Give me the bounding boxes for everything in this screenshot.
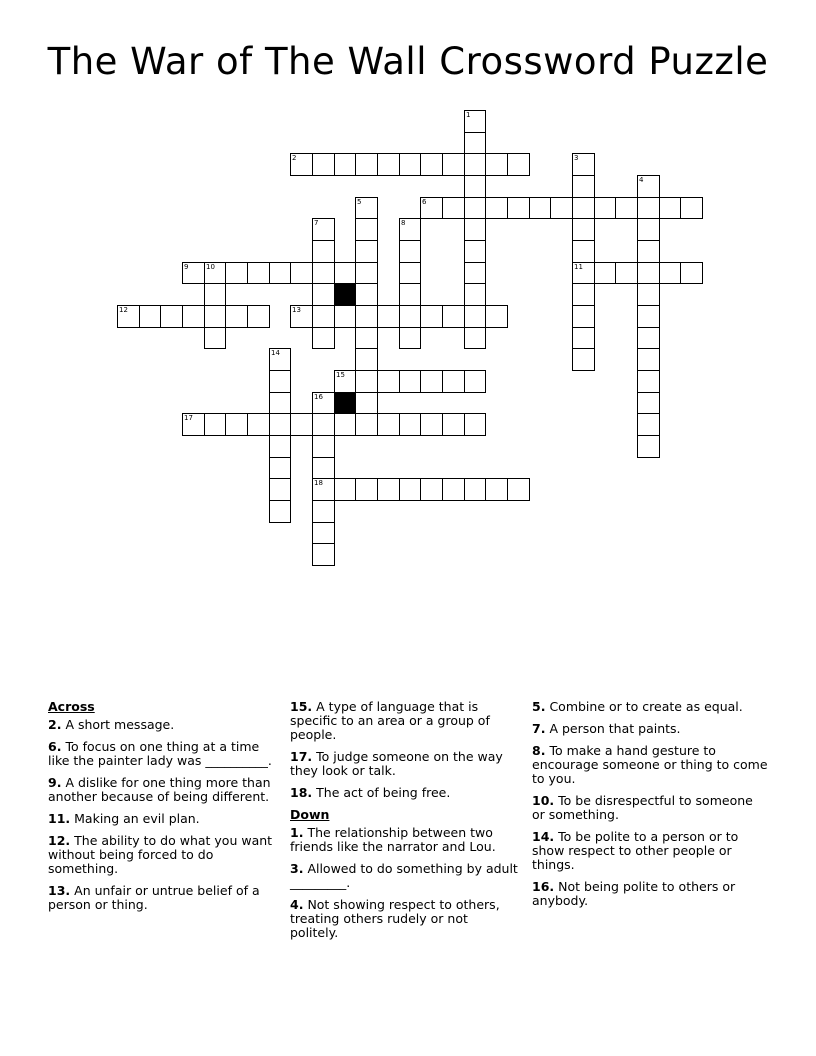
- grid-cell[interactable]: [139, 305, 161, 328]
- grid-cell[interactable]: [572, 348, 595, 371]
- grid-cell[interactable]: [312, 305, 335, 328]
- grid-cell[interactable]: [464, 218, 486, 241]
- grid-cell[interactable]: [312, 435, 335, 458]
- grid-cell[interactable]: [334, 370, 356, 393]
- cell-number: 13: [292, 306, 301, 314]
- grid-cell[interactable]: [377, 370, 400, 393]
- across-heading: Across: [48, 699, 95, 714]
- grid-cell[interactable]: [334, 305, 356, 328]
- grid-cell[interactable]: [420, 413, 443, 436]
- grid-cell[interactable]: [637, 413, 660, 436]
- grid-cell[interactable]: [399, 327, 421, 349]
- grid-cell[interactable]: [464, 327, 486, 349]
- grid-cell[interactable]: [355, 153, 378, 176]
- clue-down-1: 1. The relationship between two friends like the narrator and Lou.: [290, 825, 496, 854]
- grid-cell[interactable]: [399, 413, 421, 436]
- grid-cell[interactable]: [355, 327, 378, 349]
- grid-cell[interactable]: [637, 435, 660, 458]
- black-cell: [334, 283, 356, 306]
- cell-number: 12: [119, 306, 128, 314]
- grid-cell[interactable]: [312, 457, 335, 479]
- grid-cell[interactable]: [225, 413, 248, 436]
- grid-cell[interactable]: [377, 413, 400, 436]
- grid-cell[interactable]: [399, 283, 421, 306]
- grid-cell[interactable]: [312, 543, 335, 566]
- grid-cell[interactable]: [572, 240, 595, 263]
- grid-cell[interactable]: [355, 305, 378, 328]
- grid-cell[interactable]: [485, 197, 508, 219]
- grid-cell[interactable]: [355, 370, 378, 393]
- grid-cell[interactable]: [464, 413, 486, 436]
- cell-number: 5: [357, 198, 362, 206]
- grid-cell[interactable]: [399, 262, 421, 284]
- cell-number: 3: [574, 154, 579, 162]
- clue-across-13: 13. An unfair or untrue belief of a person or thing.: [48, 883, 260, 912]
- grid-cell[interactable]: [182, 305, 205, 328]
- black-cell: [334, 392, 356, 414]
- grid-cell[interactable]: [269, 500, 291, 523]
- grid-cell[interactable]: [290, 413, 313, 436]
- grid-cell[interactable]: [637, 175, 660, 198]
- grid-cell[interactable]: [312, 500, 335, 523]
- cell-number: 1: [466, 111, 471, 119]
- grid-cell[interactable]: [312, 522, 335, 544]
- grid-cell[interactable]: [269, 262, 291, 284]
- grid-cell[interactable]: [399, 478, 421, 501]
- grid-cell[interactable]: [442, 413, 465, 436]
- grid-cell[interactable]: [204, 327, 226, 349]
- grid-cell[interactable]: [399, 240, 421, 263]
- grid-cell[interactable]: [160, 305, 183, 328]
- grid-cell[interactable]: [334, 262, 356, 284]
- grid-cell[interactable]: [485, 478, 508, 501]
- grid-cell[interactable]: [355, 478, 378, 501]
- grid-cell[interactable]: [637, 240, 660, 263]
- cell-number: 14: [271, 349, 280, 357]
- cell-number: 11: [574, 263, 583, 271]
- grid-cell[interactable]: [182, 262, 205, 284]
- grid-cell[interactable]: [464, 262, 486, 284]
- grid-cell[interactable]: [225, 262, 248, 284]
- grid-cell[interactable]: [312, 413, 335, 436]
- grid-cell[interactable]: [464, 370, 486, 393]
- grid-cell[interactable]: [269, 413, 291, 436]
- clues-column-2: [290, 700, 518, 948]
- clue-across-9: 9. A dislike for one thing more than another because of being different.: [48, 775, 271, 804]
- grid-cell[interactable]: [659, 197, 681, 219]
- grid-cell[interactable]: [355, 240, 378, 263]
- grid-cell[interactable]: [355, 392, 378, 414]
- grid-cell[interactable]: [572, 218, 595, 241]
- grid-cell[interactable]: [312, 262, 335, 284]
- clue-down-14: 14. To be polite to a person or to show respect to other people or things.: [532, 829, 739, 872]
- cell-number: 8: [401, 219, 406, 227]
- grid-cell[interactable]: [529, 197, 551, 219]
- grid-cell[interactable]: [312, 283, 335, 306]
- grid-cell[interactable]: [442, 305, 465, 328]
- clue-down-4: 4. Not showing respect to others, treating others rudely or not politely.: [290, 897, 500, 940]
- grid-cell[interactable]: [659, 262, 681, 284]
- grid-cell[interactable]: [594, 262, 616, 284]
- grid-cell[interactable]: [637, 218, 660, 241]
- grid-cell[interactable]: [442, 478, 465, 501]
- grid-cell[interactable]: [420, 370, 443, 393]
- grid-cell[interactable]: [204, 413, 226, 436]
- grid-cell[interactable]: [334, 153, 356, 176]
- cell-number: 7: [314, 219, 319, 227]
- grid-cell[interactable]: [680, 262, 703, 284]
- clue-down-3: 3. Allowed to do something by adult _________.: [290, 861, 518, 890]
- grid-cell[interactable]: [355, 197, 378, 219]
- grid-cell[interactable]: [269, 348, 291, 371]
- clue-down-8: 8. To make a hand gesture to encourage someone or thing to come to you.: [532, 743, 768, 786]
- grid-cell[interactable]: [464, 240, 486, 263]
- cell-number: 2: [292, 154, 297, 162]
- clue-down-5: 5. Combine or to create as equal.: [532, 699, 743, 714]
- cell-number: 16: [314, 393, 323, 401]
- grid-cell[interactable]: [594, 197, 616, 219]
- clue-down-7: 7. A person that paints.: [532, 721, 681, 736]
- clue-across-2: 2. A short message.: [48, 717, 175, 732]
- cell-number: 4: [639, 176, 644, 184]
- grid-cell[interactable]: [247, 305, 270, 328]
- grid-cell[interactable]: [464, 305, 486, 328]
- grid-cell[interactable]: [312, 153, 335, 176]
- grid-cell[interactable]: [464, 110, 486, 133]
- clues-column-1: [48, 700, 273, 920]
- grid-cell[interactable]: [615, 197, 638, 219]
- grid-cell[interactable]: [399, 153, 421, 176]
- grid-cell[interactable]: [269, 478, 291, 501]
- grid-cell[interactable]: [420, 305, 443, 328]
- grid-cell[interactable]: [420, 153, 443, 176]
- grid-cell[interactable]: [399, 218, 421, 241]
- grid-cell[interactable]: [269, 435, 291, 458]
- clue-across-18: 18. The act of being free.: [290, 785, 451, 800]
- cell-number: 18: [314, 479, 323, 487]
- grid-cell[interactable]: [507, 197, 530, 219]
- grid-cell[interactable]: [572, 153, 595, 176]
- grid-cell[interactable]: [637, 197, 660, 219]
- cell-number: 17: [184, 414, 193, 422]
- grid-cell[interactable]: [572, 305, 595, 328]
- grid-cell[interactable]: [442, 197, 465, 219]
- grid-cell[interactable]: [464, 175, 486, 198]
- grid-cell[interactable]: [377, 305, 400, 328]
- grid-cell[interactable]: [269, 457, 291, 479]
- grid-cell[interactable]: [355, 262, 378, 284]
- grid-cell[interactable]: [507, 153, 530, 176]
- grid-cell[interactable]: [377, 153, 400, 176]
- grid-cell[interactable]: [355, 218, 378, 241]
- grid-cell[interactable]: [485, 305, 508, 328]
- grid-cell[interactable]: [225, 305, 248, 328]
- grid-cell[interactable]: [442, 153, 465, 176]
- grid-cell[interactable]: [637, 348, 660, 371]
- clue-down-16: 16. Not being polite to others or anybody.: [532, 879, 736, 908]
- grid-cell[interactable]: [204, 262, 226, 284]
- grid-cell[interactable]: [355, 348, 378, 371]
- grid-cell[interactable]: [464, 283, 486, 306]
- grid-cell[interactable]: [312, 327, 335, 349]
- grid-cell[interactable]: [420, 197, 443, 219]
- grid-cell[interactable]: [637, 262, 660, 284]
- grid-cell[interactable]: [204, 305, 226, 328]
- clue-across-11: 11. Making an evil plan.: [48, 811, 200, 826]
- grid-cell[interactable]: [637, 392, 660, 414]
- clues-column-3: [532, 700, 768, 916]
- grid-cell[interactable]: [312, 478, 335, 501]
- grid-cell[interactable]: [572, 283, 595, 306]
- grid-cell[interactable]: [680, 197, 703, 219]
- clue-across-15: 15. A type of language that is specific to an area or a group of people.: [290, 699, 490, 742]
- grid-cell[interactable]: [247, 413, 270, 436]
- clue-down-10: 10. To be disrespectful to someone or something.: [532, 793, 753, 822]
- grid-cell[interactable]: [334, 478, 356, 501]
- grid-cell[interactable]: [572, 327, 595, 349]
- grid-cell[interactable]: [507, 478, 530, 501]
- grid-cell[interactable]: [637, 327, 660, 349]
- grid-cell[interactable]: [312, 392, 335, 414]
- grid-cell[interactable]: [420, 478, 443, 501]
- grid-cell[interactable]: [464, 132, 486, 154]
- cell-number: 9: [184, 263, 189, 271]
- grid-cell[interactable]: [312, 218, 335, 241]
- clue-across-12: 12. The ability to do what you want without being forced to do something.: [48, 833, 273, 876]
- grid-cell[interactable]: [464, 478, 486, 501]
- grid-cell[interactable]: [637, 283, 660, 306]
- down-heading: Down: [290, 807, 330, 822]
- grid-cell[interactable]: [464, 197, 486, 219]
- grid-cell[interactable]: [334, 413, 356, 436]
- grid-cell[interactable]: [290, 305, 313, 328]
- grid-cell[interactable]: [290, 262, 313, 284]
- grid-cell[interactable]: [204, 283, 226, 306]
- grid-cell[interactable]: [572, 197, 595, 219]
- clue-across-6: 6. To focus on one thing at a time like the painter lady was __________.: [48, 739, 272, 768]
- grid-cell[interactable]: [355, 413, 378, 436]
- grid-cell[interactable]: [637, 370, 660, 393]
- grid-cell[interactable]: [247, 262, 270, 284]
- grid-cell[interactable]: [637, 305, 660, 328]
- grid-cell[interactable]: [290, 153, 313, 176]
- page-title: The War of The Wall Crossword Puzzle: [47, 40, 769, 83]
- grid-cell[interactable]: [485, 153, 508, 176]
- clue-across-17: 17. To judge someone on the way they look or talk.: [290, 749, 503, 778]
- grid-cell[interactable]: [399, 305, 421, 328]
- grid-cell[interactable]: [377, 478, 400, 501]
- grid-cell[interactable]: [312, 240, 335, 263]
- grid-cell[interactable]: [550, 197, 573, 219]
- grid-cell[interactable]: [464, 153, 486, 176]
- grid-cell[interactable]: [442, 370, 465, 393]
- cell-number: 15: [336, 371, 345, 379]
- grid-cell[interactable]: [399, 370, 421, 393]
- grid-cell[interactable]: [117, 305, 140, 328]
- grid-cell[interactable]: [269, 370, 291, 393]
- grid-cell[interactable]: [572, 262, 595, 284]
- cell-number: 6: [422, 198, 427, 206]
- grid-cell[interactable]: [572, 175, 595, 198]
- grid-cell[interactable]: [269, 392, 291, 414]
- cell-number: 10: [206, 263, 215, 271]
- grid-cell[interactable]: [615, 262, 638, 284]
- grid-cell[interactable]: [182, 413, 205, 436]
- grid-cell[interactable]: [355, 283, 378, 306]
